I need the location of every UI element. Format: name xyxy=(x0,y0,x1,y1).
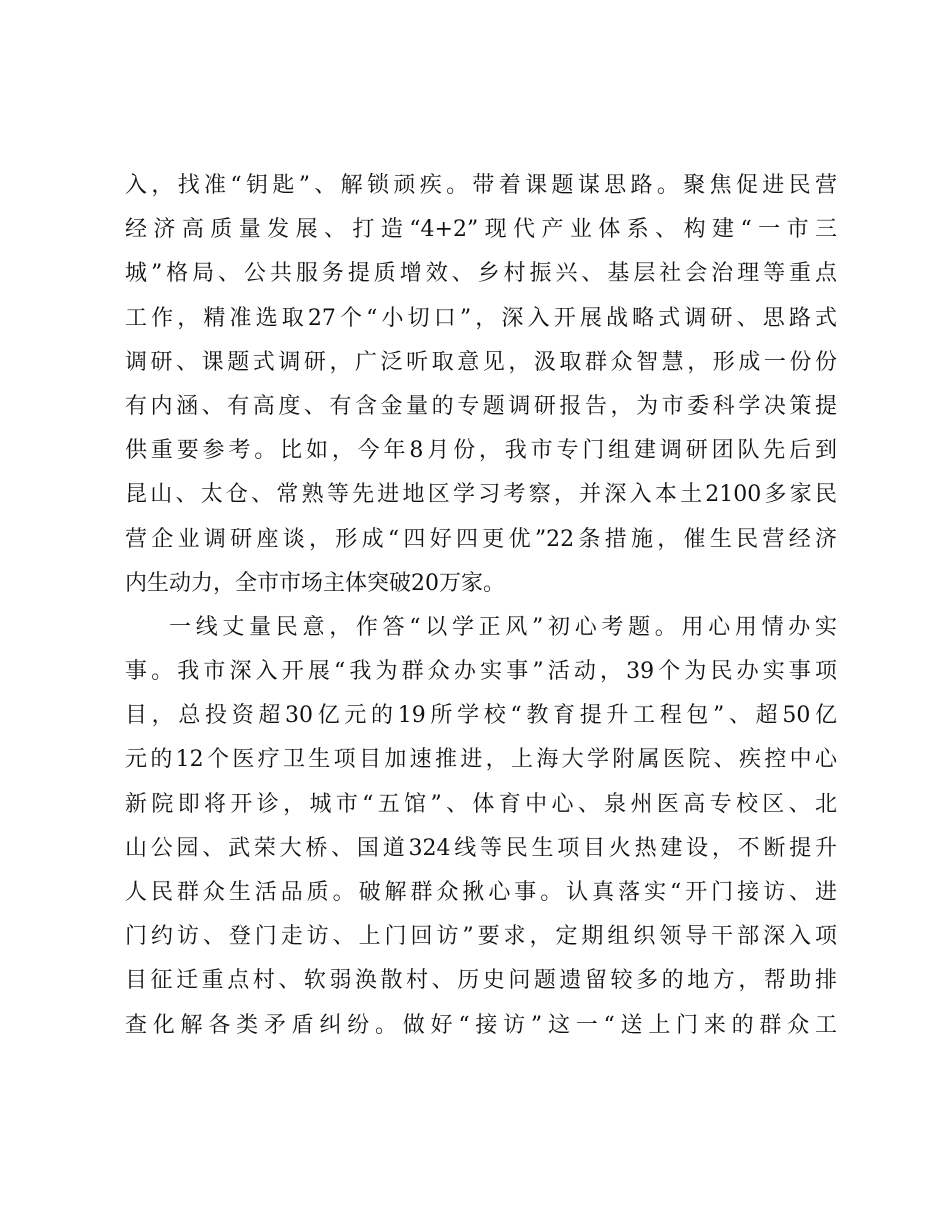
text-line: 元的12个医疗卫生项目加速推进，上海大学附属医院、疾控中心 xyxy=(125,747,837,773)
text-line: 目，总投资超30亿元的19所学校“教育提升工程包”、超50亿 xyxy=(125,703,837,729)
text-line: 新院即将开诊，城市“五馆”、体育中心、泉州医高专校区、北 xyxy=(125,791,837,817)
text-line: 目征迁重点村、软弱涣散村、历史问题遗留较多的地方，帮助排 xyxy=(125,968,837,994)
text-line: 经济高质量发展、打造“4+2”现代产业体系、构建“一市三 xyxy=(125,217,837,243)
text-line: 门约访、登门走访、上门回访”要求，定期组织领导干部深入项 xyxy=(125,924,837,950)
text-line: 供重要参考。比如，今年8月份，我市专门组建调研团队先后到 xyxy=(125,438,837,464)
text-line: 工作，精准选取27个“小切口”，深入开展战略式调研、思路式 xyxy=(125,305,837,331)
paragraph-2 xyxy=(125,606,837,1048)
text-line: 查化解各类矛盾纠纷。做好“接访”这一“送上门来的群众工 xyxy=(125,1012,837,1038)
text-line: 昆山、太仓、常熟等先进地区学习考察，并深入本土2100多家民 xyxy=(125,482,837,508)
text-line: 事。我市深入开展“我为群众办实事”活动，39个为民办实事项 xyxy=(125,659,837,685)
text-line: 山公园、武荣大桥、国道324线等民生项目火热建设，不断提升 xyxy=(125,835,837,861)
text-line: 城”格局、公共服务提质增效、乡村振兴、基层社会治理等重点 xyxy=(125,261,837,287)
text-line: 调研、课题式调研，广泛听取意见，汲取群众智慧，形成一份份 xyxy=(125,349,837,375)
text-line: 营企业调研座谈，形成“四好四更优”22条措施，催生民营经济 xyxy=(125,526,837,552)
text-line: 一线丈量民意，作答“以学正风”初心考题。用心用情办实 xyxy=(169,614,837,640)
paragraph-1 xyxy=(125,164,837,606)
body-text xyxy=(125,164,837,1048)
text-line: 内生动力，全市市场主体突破20万家。 xyxy=(125,570,505,596)
text-line: 有内涵、有高度、有含金量的专题调研报告，为市委科学决策提 xyxy=(125,393,837,419)
text-line: 人民群众生活品质。破解群众揪心事。认真落实“开门接访、进 xyxy=(125,880,837,905)
text-line: 入，找准“钥匙”、解锁顽疾。带着课题谋思路。聚焦促进民营 xyxy=(125,173,837,198)
